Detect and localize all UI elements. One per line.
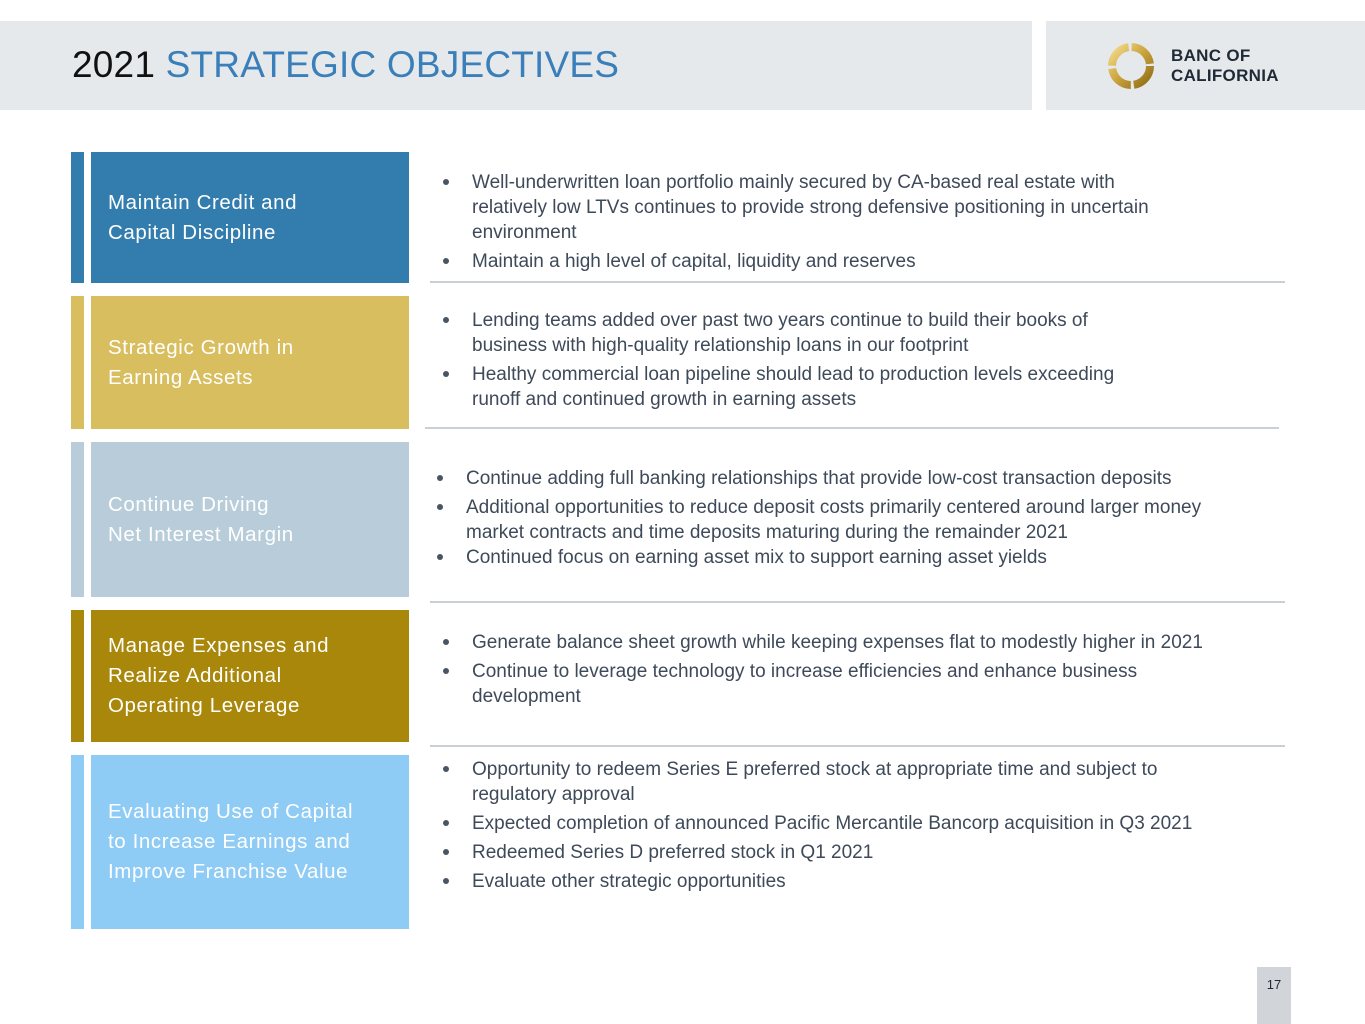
bullet-item: Maintain a high level of capital, liquidity and reserves (472, 249, 1149, 274)
accent-bar (71, 152, 84, 283)
objective-label (108, 490, 294, 550)
bullet-item: Generate balance sheet growth while keeping expenses flat to modestly higher in 2021 (472, 632, 1203, 653)
title-year: 2021 (72, 44, 156, 85)
label-line: Earning Assets (108, 365, 254, 389)
label-line: Maintain Credit and (108, 190, 298, 214)
label-line: Improve Franchise Value (108, 860, 349, 883)
bullet-item: Opportunity to redeem Series E preferred stock at appropriate time and subject to regulatory approval (472, 757, 1192, 807)
bullet-item: Additional opportunities to reduce deposit costs primarily centered around larger money market contracts and time deposits maturing during the remainder 2021 (466, 497, 1202, 543)
label-line: Operating Leverage (108, 694, 301, 717)
objective-label (108, 631, 329, 721)
accent-bar (71, 442, 84, 597)
bullet-item: Redeemed Series D preferred stock in Q1 2021 (472, 840, 1192, 865)
label-line: Net Interest Margin (108, 522, 294, 546)
objective-box (91, 442, 409, 597)
accent-bar (71, 610, 84, 742)
bullet-item: Continue to leverage technology to increase efficiencies and enhance business development (472, 659, 1203, 709)
objective-box (91, 755, 409, 929)
logo-line-2: CALIFORNIA (1171, 66, 1279, 85)
objective-box (91, 296, 409, 429)
ring-logo-icon (1105, 40, 1157, 92)
logo-line-1: BANC OF (1171, 46, 1251, 65)
bullet-list-credit (472, 170, 1149, 278)
label-line: Capital Discipline (108, 220, 277, 244)
bullet-item: Well-underwritten loan portfolio mainly secured by CA-based real estate with relatively low LTVs continues to provide strong defensive positioning in uncertain environment (472, 172, 1149, 243)
bullet-item: Healthy commercial loan pipeline should lead to production levels exceeding runoff and continued growth in earning assets (472, 364, 1115, 410)
label-line: Strategic Growth in (108, 335, 294, 359)
label-line: to Increase Earnings and (108, 830, 351, 853)
bullet-item: Expected completion of announced Pacific Mercantile Bancorp acquisition in Q3 2021 (472, 813, 1193, 834)
label-line: Manage Expenses and (108, 634, 330, 657)
page-number: 17 (1257, 967, 1291, 1024)
bullet-item: Lending teams added over past two years continue to build their books of business with high-quality relationship loans in our footprint (472, 308, 1114, 358)
accent-bar (71, 755, 84, 929)
section-divider (430, 601, 1285, 603)
objective-box (91, 610, 409, 742)
bullet-item: Continue adding full banking relationships that provide low-cost transaction deposits (466, 466, 1201, 491)
objective-box (91, 152, 409, 283)
bullet-list-margin (466, 466, 1201, 574)
accent-bar (71, 296, 84, 429)
section-divider (430, 281, 1285, 283)
logo-wordmark (1171, 46, 1279, 86)
objective-label (108, 333, 294, 393)
objective-label (108, 797, 353, 887)
bullet-list-expenses (472, 630, 1203, 713)
section-divider (430, 745, 1285, 747)
title-text: STRATEGIC OBJECTIVES (165, 44, 620, 85)
bullet-item: Evaluate other strategic opportunities (472, 869, 1192, 894)
page-title (72, 44, 619, 86)
bullet-item: Continued focus on earning asset mix to support earning asset yields (466, 545, 1201, 570)
section-divider (425, 427, 1279, 429)
label-line: Continue Driving (108, 492, 270, 516)
label-line: Realize Additional (108, 664, 282, 687)
bullet-list-capital (472, 757, 1192, 898)
label-line: Evaluating Use of Capital (108, 800, 354, 823)
objective-label (108, 188, 297, 248)
bullet-list-growth (472, 308, 1114, 416)
